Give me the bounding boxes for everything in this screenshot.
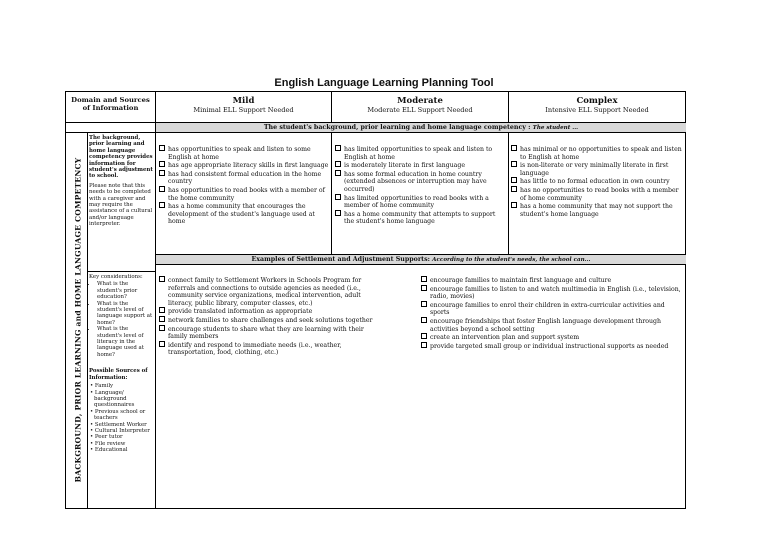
domain-header: Domain and Sources of Information bbox=[71, 96, 150, 112]
sidebar-intro: The background, prior learning and home language competency provides information for student's adjustment to school. bbox=[89, 135, 153, 180]
checklist-item-text: provide targeted small group or individual instructional supports as needed bbox=[430, 342, 669, 350]
key-consideration-item: • What is the student's level of language support at home? bbox=[97, 301, 153, 327]
checklist-item-text: has a home community that attempts to support the student's home language bbox=[344, 210, 496, 226]
checklist-item-text: has no opportunities to read books with a member of home community bbox=[520, 186, 679, 202]
checkbox-icon[interactable] bbox=[159, 145, 165, 151]
checklist-item bbox=[159, 316, 384, 325]
checklist-item bbox=[335, 194, 506, 210]
checkbox-icon[interactable] bbox=[159, 202, 165, 208]
checklist-item-text: has a home community that may not support the student's home language bbox=[520, 203, 673, 218]
supports-right-column bbox=[421, 276, 683, 350]
source-item: • Peer tutor bbox=[90, 434, 123, 441]
mild-header bbox=[156, 96, 331, 114]
checkbox-icon[interactable] bbox=[511, 161, 517, 167]
key-heading: Key considerations: bbox=[89, 274, 143, 280]
checklist-item-text: create an intervention plan and support system bbox=[430, 334, 580, 342]
checkbox-icon[interactable] bbox=[335, 145, 341, 151]
source-item: • Settlement Worker bbox=[90, 421, 147, 428]
complex-title: Complex bbox=[576, 96, 618, 106]
sources-heading: Possible Sources of Information: bbox=[89, 368, 148, 381]
checklist-item-text: has limited opportunities to read books with a member of home community bbox=[344, 194, 489, 210]
checklist-item bbox=[421, 342, 683, 351]
checkbox-icon[interactable] bbox=[421, 342, 427, 348]
source-item: • Family bbox=[90, 383, 114, 390]
checklist-item-text: has some formal education in home country (extended absences or interruption may have occurred) bbox=[344, 170, 487, 193]
checklist-item bbox=[159, 276, 384, 307]
checklist-item bbox=[335, 170, 506, 194]
checklist-item bbox=[159, 307, 384, 316]
moderate-header bbox=[332, 96, 508, 114]
divider bbox=[87, 132, 88, 509]
checkbox-icon[interactable] bbox=[421, 333, 427, 339]
checklist-item-text: has minimal or no opportunities to speak and listen to English at home bbox=[520, 146, 682, 161]
divider bbox=[155, 132, 686, 133]
checklist-item bbox=[159, 341, 384, 357]
source-item: • File review bbox=[90, 440, 126, 447]
checklist-item-text: identify and respond to immediate needs (i.e., weather, transportation, food, clothing, etc.) bbox=[168, 341, 342, 357]
sources-list bbox=[89, 383, 153, 453]
checklist-item bbox=[511, 186, 683, 202]
checklist-item bbox=[159, 161, 329, 170]
divider bbox=[508, 133, 509, 254]
checklist-item-text: is moderately literate in first language bbox=[344, 162, 465, 170]
key-consideration-item: • What is the student's prior education? bbox=[97, 281, 153, 300]
checklist-item-text: encourage families to maintain first language and culture bbox=[430, 277, 612, 284]
checklist-item bbox=[511, 145, 683, 161]
checkbox-icon[interactable] bbox=[159, 170, 165, 176]
divider bbox=[155, 264, 686, 265]
checklist-item bbox=[511, 177, 683, 186]
domain-vertical-label: BACKGROUND, PRIOR LEARNING and HOME LANGUAGE COMPETENCY bbox=[73, 157, 82, 482]
mild-subtitle: Minimal ELL Support Needed bbox=[193, 106, 294, 114]
checklist-item bbox=[335, 145, 506, 161]
checklist-item-text: provide translated information as appropriate bbox=[168, 308, 313, 316]
checkbox-icon[interactable] bbox=[421, 276, 427, 282]
checkbox-icon[interactable] bbox=[159, 325, 165, 331]
checkbox-icon[interactable] bbox=[159, 341, 165, 347]
checklist-item bbox=[159, 170, 329, 186]
background-band: The student's background, prior learning and home language competency : The student ... bbox=[156, 123, 686, 132]
moderate-column bbox=[335, 145, 506, 226]
checkbox-icon[interactable] bbox=[511, 177, 517, 183]
supports-left-column bbox=[159, 276, 384, 357]
checkbox-icon[interactable] bbox=[159, 307, 165, 313]
domain-sidebar bbox=[89, 135, 153, 231]
source-item: • Educational bbox=[90, 447, 128, 454]
source-item: • Previous school or teachers bbox=[90, 408, 146, 422]
checklist-item-text: encourage friendships that foster English language development through activities beyond a school setting bbox=[430, 317, 661, 333]
moderate-subtitle: Moderate ELL Support Needed bbox=[367, 106, 473, 114]
checklist-item-text: encourage families to enrol their children in extra-curricular activities and sports bbox=[430, 301, 665, 317]
checklist-item bbox=[511, 202, 683, 218]
checklist-item bbox=[421, 301, 683, 317]
divider bbox=[331, 133, 332, 254]
key-consideration-item: • What is the student's level of literacy in the language used at home? bbox=[97, 326, 153, 358]
checklist-item bbox=[159, 145, 329, 161]
page-title: English Language Learning Planning Tool bbox=[274, 77, 494, 89]
checkbox-icon[interactable] bbox=[511, 202, 517, 208]
mild-column bbox=[159, 145, 329, 226]
supports-band: Examples of Settlement and Adjustment Supports: According to the student's needs, the school can... bbox=[156, 255, 686, 264]
divider bbox=[87, 271, 155, 272]
checklist-item-text: has limited opportunities to speak and listen to English at home bbox=[344, 146, 493, 161]
moderate-title: Moderate bbox=[397, 96, 443, 106]
checkbox-icon[interactable] bbox=[335, 161, 341, 167]
divider bbox=[155, 91, 156, 509]
source-item: • Language/ background questionnaires bbox=[90, 389, 135, 409]
checkbox-icon[interactable] bbox=[159, 161, 165, 167]
checkbox-icon[interactable] bbox=[421, 285, 427, 291]
checklist-item bbox=[421, 317, 683, 333]
complex-column bbox=[511, 145, 683, 218]
checklist-item-text: has little to no formal education in own country bbox=[520, 178, 670, 186]
checklist-item bbox=[335, 210, 506, 226]
key-list bbox=[89, 281, 153, 358]
checkbox-icon[interactable] bbox=[159, 186, 165, 192]
checklist-item-text: encourage families to listen to and watch multimedia in English (i.e., television, radio, movies) bbox=[430, 285, 681, 301]
checklist-item-text: encourage students to share what they are learning with their family members bbox=[168, 325, 364, 341]
checkbox-icon[interactable] bbox=[421, 301, 427, 307]
checkbox-icon[interactable] bbox=[335, 170, 341, 176]
checkbox-icon[interactable] bbox=[335, 194, 341, 200]
checklist-item bbox=[159, 325, 384, 341]
checkbox-icon[interactable] bbox=[159, 316, 165, 322]
complex-subtitle: Intensive ELL Support Needed bbox=[545, 106, 649, 114]
checklist-item-text: network families to share challenges and seek solutions together bbox=[168, 316, 373, 324]
checklist-item-text: has had consistent formal education in the home country bbox=[168, 170, 322, 186]
checklist-item bbox=[421, 333, 683, 342]
checklist-item-text: has opportunities to speak and listen to some English at home bbox=[168, 146, 311, 161]
checklist-item bbox=[511, 161, 683, 177]
checklist-item-text: has age appropriate literacy skills in first language bbox=[168, 162, 329, 170]
checklist-item bbox=[421, 276, 683, 285]
sidebar-note: Please note that this needs to be completed with a caregiver and may require the assistance of a cultural and/or language interpreter. bbox=[89, 182, 153, 228]
complex-header bbox=[509, 96, 685, 114]
checklist-item-text: connect family to Settlement Workers in Schools Program for referrals and connections to outside agencies as needed (i.e., community service organizations, medical intervention, adult literacy, public library, computer classes, etc.) bbox=[168, 277, 362, 307]
checklist-item-text: has a home community that encourages the development of the student's language used at home bbox=[168, 203, 315, 226]
key-considerations bbox=[89, 274, 153, 454]
checkbox-icon[interactable] bbox=[511, 145, 517, 151]
checkbox-icon[interactable] bbox=[335, 210, 341, 216]
checklist-item-text: is non-literate or very minimally literate in first language bbox=[520, 162, 669, 177]
checklist-item-text: has opportunities to read books with a member of the home community bbox=[168, 186, 325, 202]
source-item: • Cultural Interpreter bbox=[90, 427, 150, 434]
checklist-item bbox=[421, 285, 683, 301]
checkbox-icon[interactable] bbox=[421, 317, 427, 323]
mild-title: Mild bbox=[232, 96, 255, 106]
checklist-item bbox=[159, 202, 329, 226]
checkbox-icon[interactable] bbox=[511, 186, 517, 192]
checklist-item bbox=[335, 161, 506, 170]
checkbox-icon[interactable] bbox=[159, 276, 165, 282]
checklist-item bbox=[159, 186, 329, 202]
